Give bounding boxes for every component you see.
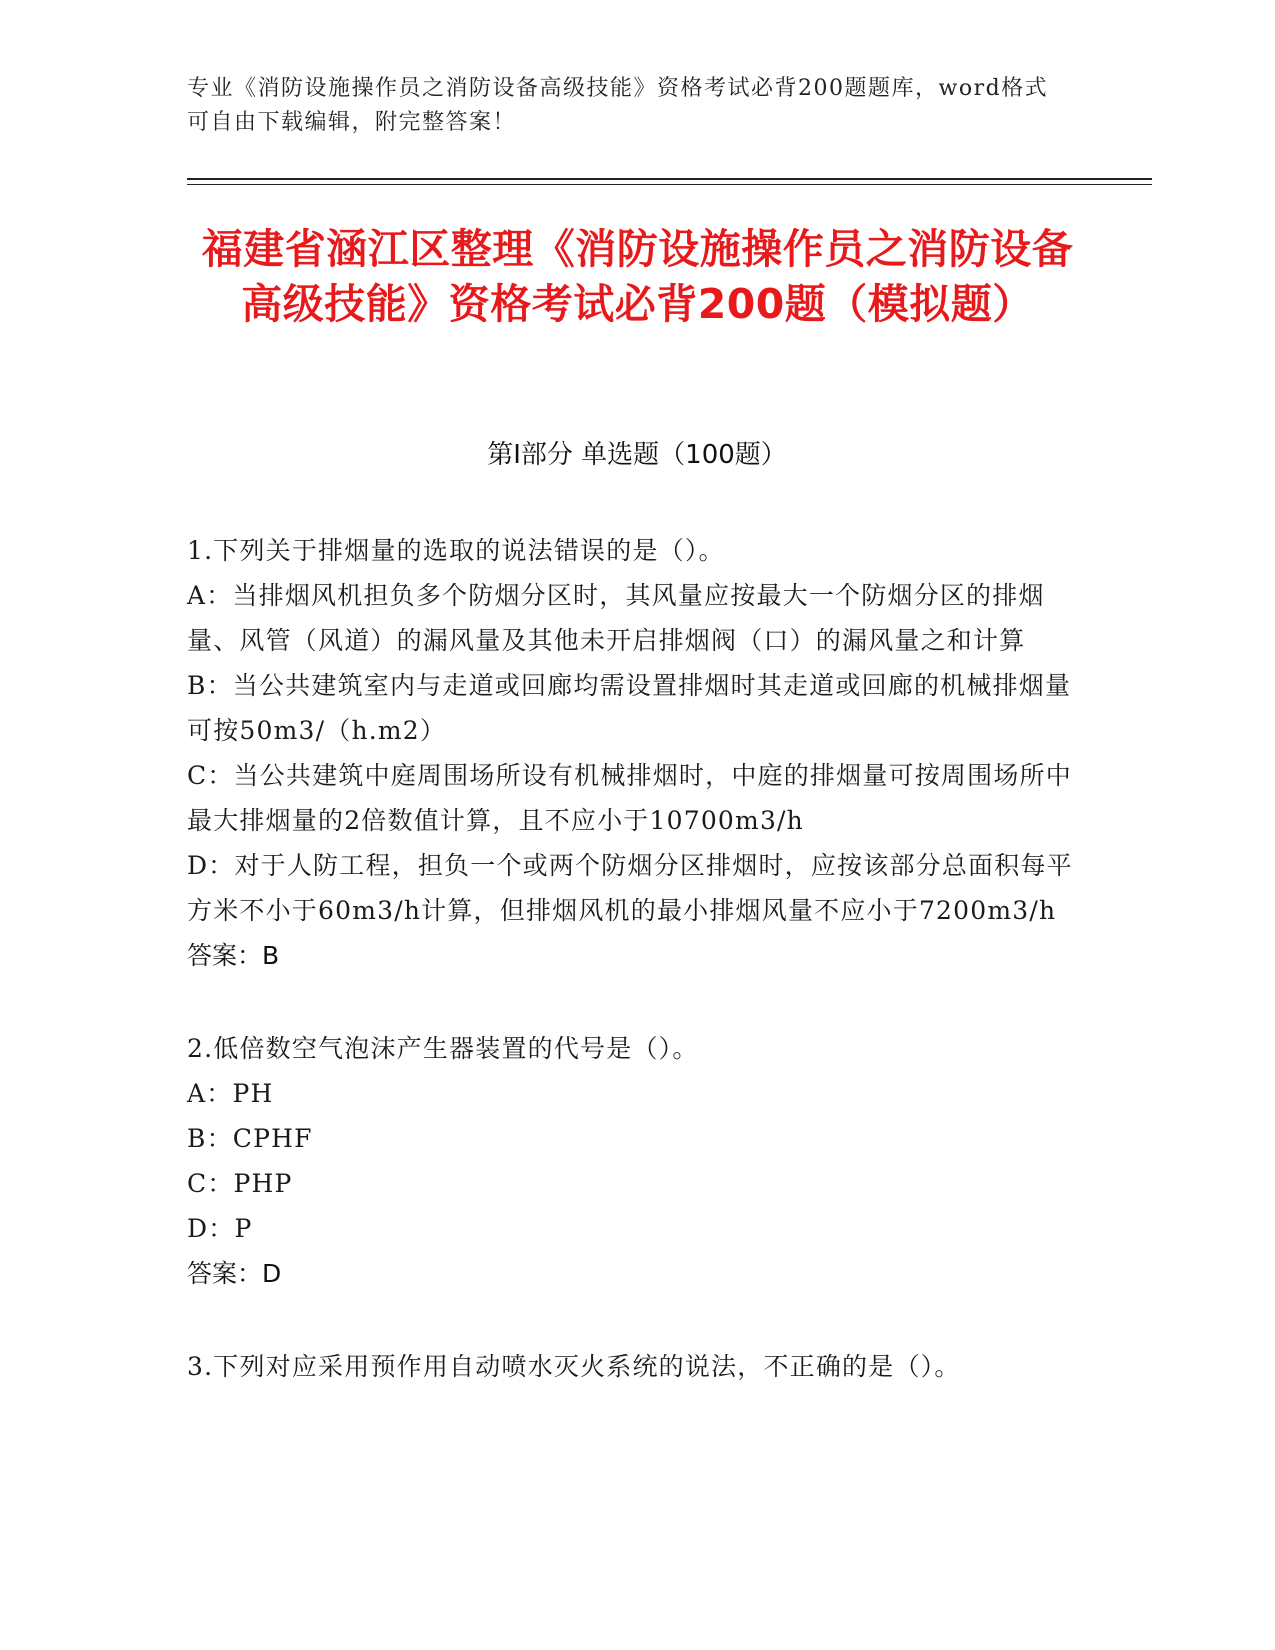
question-stem: 2.低倍数空气泡沫产生器装置的代号是（）。 — [187, 1034, 699, 1063]
option-a: A：PH — [187, 1079, 274, 1108]
option-b: B：CPHF — [187, 1124, 313, 1153]
question-stem: 3.下列对应采用预作用自动喷水灭火系统的说法，不正确的是（）。 — [187, 1352, 961, 1381]
header-divider-thin — [187, 184, 1152, 185]
option-a: A：当排烟风机担负多个防烟分区时，其风量应按最大一个防烟分区的排烟量、风管（风道）的漏风量及其他未开启排烟阀（口）的漏风量之和计算 — [187, 581, 1045, 655]
question-2 — [187, 1026, 1087, 1296]
question-list — [187, 528, 1087, 1437]
header-note: 专业《消防设施操作员之消防设备高级技能》资格考试必背200题题库，word格式可自由下载编辑，附完整答案！ — [187, 76, 1049, 135]
answer: 答案：B — [187, 941, 280, 970]
option-c: C：当公共建筑中庭周围场所设有机械排烟时，中庭的排烟量可按周围场所中最大排烟量的2倍数值计算，且不应小于10700m3/h — [187, 761, 1072, 835]
option-d: D：对于人防工程，担负一个或两个防烟分区排烟时，应按该部分总面积每平方米不小于60m3/h计算，但排烟风机的最小排烟风量不应小于7200m3/h — [187, 851, 1073, 925]
answer: 答案：D — [187, 1259, 282, 1288]
section-title: 第I部分 单选题（100题） — [487, 440, 787, 470]
question-3 — [187, 1344, 1087, 1389]
document-title: 福建省涵江区整理《消防设施操作员之消防设备高级技能》资格考试必背200题（模拟题） — [201, 225, 1074, 328]
option-d: D：P — [187, 1214, 253, 1243]
option-c: C：PHP — [187, 1169, 293, 1198]
header-divider-thick — [187, 178, 1152, 180]
option-b: B：当公共建筑室内与走道或回廊均需设置排烟时其走道或回廊的机械排烟量可按50m3/（h.m2） — [187, 671, 1072, 745]
question-stem: 1.下列关于排烟量的选取的说法错误的是（）。 — [187, 536, 725, 565]
question-1 — [187, 528, 1087, 978]
